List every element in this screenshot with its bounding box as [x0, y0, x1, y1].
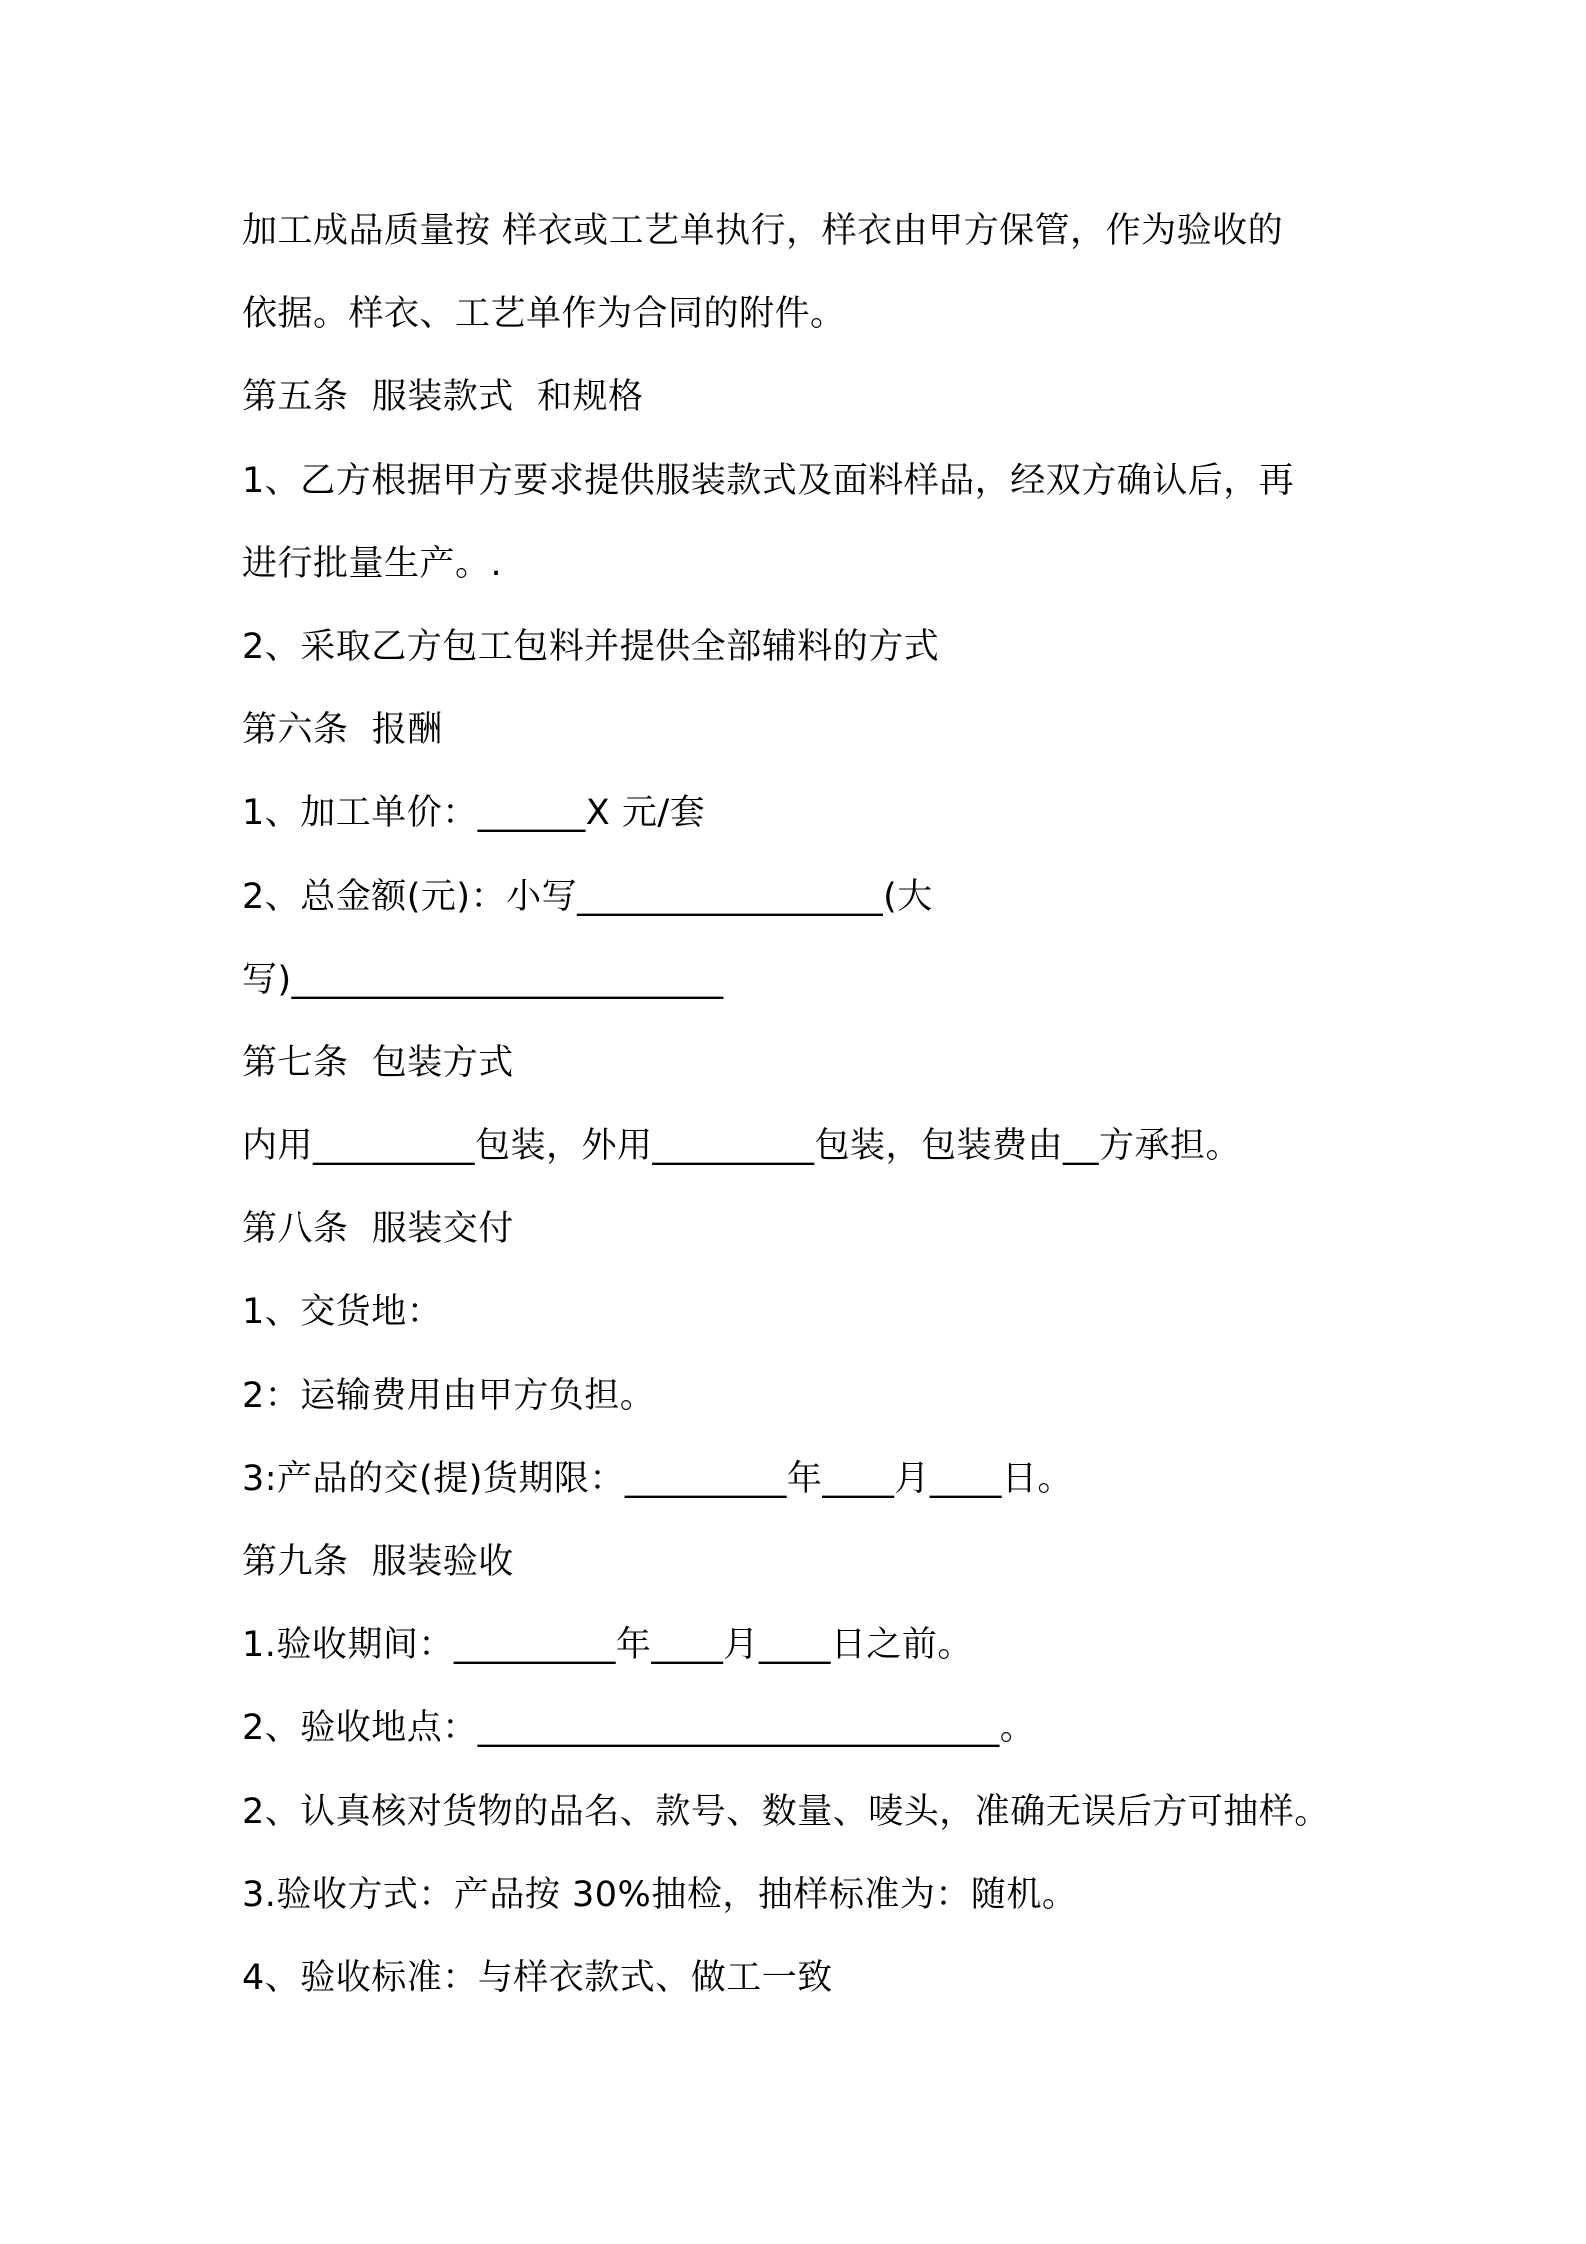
article-8-transport-cost: 2：运输费用由甲方负担。 [242, 1375, 656, 1416]
article-9-inspection-method: 3.验收方式：产品按 30%抽检，抽样标准为：随机。 [242, 1874, 1078, 1915]
document-body [242, 190, 1392, 2020]
article-8-delivery-place: 1、交货地： [242, 1292, 443, 1333]
article-7-packaging: 内用_________包装，外用_________包装，包装费由__方承担。 [242, 1126, 1242, 1167]
article-5-heading: 第五条 服装款式 和规格 [242, 377, 644, 418]
paragraph-quality-line-2: 依据。样衣、工艺单作为合同的附件。 [242, 294, 846, 335]
article-9-inspection-period: 1.验收期间：_________年____月____日之前。 [242, 1625, 973, 1666]
article-6-total-amount-line-2: 写)________________________ [242, 959, 724, 1000]
article-5-item-1-line-2: 进行批量生产。. [242, 543, 503, 584]
article-8-heading: 第八条 服装交付 [242, 1209, 514, 1250]
article-6-heading: 第六条 报酬 [242, 710, 443, 751]
article-9-inspection-standard: 4、验收标准：与样衣款式、做工一致 [242, 1957, 833, 1998]
article-9-verify-goods: 2、认真核对货物的品名、款号、数量、唛头，准确无误后方可抽样。 [242, 1791, 1330, 1832]
article-5-item-1-line-1: 1、乙方根据甲方要求提供服装款式及面料样品，经双方确认后，再 [242, 460, 1295, 501]
paragraph-quality-line-1: 加工成品质量按 样衣或工艺单执行，样衣由甲方保管，作为验收的 [242, 211, 1284, 251]
article-9-inspection-place: 2、验收地点：_____________________________。 [242, 1708, 1036, 1749]
article-9-heading: 第九条 服装验收 [242, 1542, 514, 1582]
article-8-delivery-deadline: 3:产品的交(提)货期限：_________年____月____日。 [242, 1458, 1073, 1499]
article-6-unit-price: 1、加工单价：______X 元/套 [242, 793, 706, 834]
article-6-total-amount-line-1: 2、总金额(元)：小写_________________(大 [242, 876, 933, 917]
article-5-item-2: 2、采取乙方包工包料并提供全部辅料的方式 [242, 626, 940, 667]
article-7-heading: 第七条 包装方式 [242, 1042, 514, 1083]
